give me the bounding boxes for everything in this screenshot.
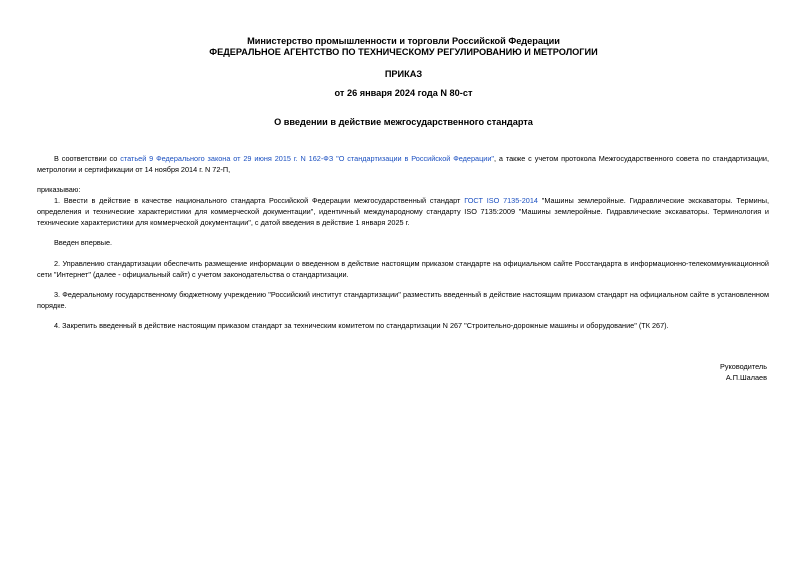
item-2-paragraph: 2. Управлению стандартизации обеспечить размещение информации о введенном в действие настоящим приказом стандарте на официальном сайте Росстандарта в информационно-телекоммуникационной сети "Интернет" (далее - официальный сайт) с учетом законодательства о стандартизации. xyxy=(37,259,769,279)
first-time-note: Введен впервые. xyxy=(54,238,113,247)
signatory-name: А.П.Шалаев xyxy=(725,372,767,382)
gost-standard-link[interactable]: ГОСТ ISO 7135-2014 xyxy=(464,196,538,205)
ministry-name: Министерство промышленности и торговли Российской Федерации xyxy=(247,36,560,46)
item-1-suffix: "Машины землеройные. Гидравлические экскаваторы. Термины, определения и технические характеристики для коммерческой документации", идентичный международному стандарту ISO 7135:2009 "Машины землеройные. Гидравлические экскаваторы. Терминология и технические характеристики для коммерческой документации", с датой введения в действие 1 января 2025 г. xyxy=(37,196,769,227)
intro-paragraph xyxy=(37,154,769,176)
federal-law-link[interactable]: статьей 9 Федерального закона от 29 июня 2015 г. N 162-ФЗ "О стандартизации в Российской Федерации" xyxy=(120,154,495,163)
item-1-paragraph xyxy=(37,196,769,228)
document-type: ПРИКАЗ xyxy=(384,69,423,79)
item-4-paragraph: 4. Закрепить введенный в действие настоящим приказом стандарт за техническим комитетом по стандартизации N 267 "Строительно-дорожные машины и оборудование" (ТК 267). xyxy=(54,321,669,330)
agency-name: ФЕДЕРАЛЬНОЕ АГЕНТСТВО ПО ТЕХНИЧЕСКОМУ РЕГУЛИРОВАНИЮ И МЕТРОЛОГИИ xyxy=(209,47,598,57)
document-date-number: от 26 января 2024 года N 80-ст xyxy=(334,88,473,98)
signature-block xyxy=(720,362,767,383)
item-3-paragraph: 3. Федеральному государственному бюджетному учреждению "Российский институт стандартизации" разместить введенный в действие настоящим приказом стандарт на официальном сайте в установленном порядке. xyxy=(37,290,769,310)
intro-suffix: , а также с учетом протокола Межгосударственного совета по стандартизации, метрологии и сертификации от 14 ноября 2014 г. N 72-П, xyxy=(37,154,770,174)
decree-word: приказываю: xyxy=(37,185,81,194)
signatory-position: Руководитель xyxy=(719,362,767,371)
document-title: О введении в действие межгосударственного стандарта xyxy=(274,117,533,127)
item-1-prefix: 1. Ввести в действие в качестве национального стандарта Российской Федерации межгосударственный стандарт xyxy=(54,196,465,205)
intro-prefix: В соответствии со xyxy=(54,154,121,163)
